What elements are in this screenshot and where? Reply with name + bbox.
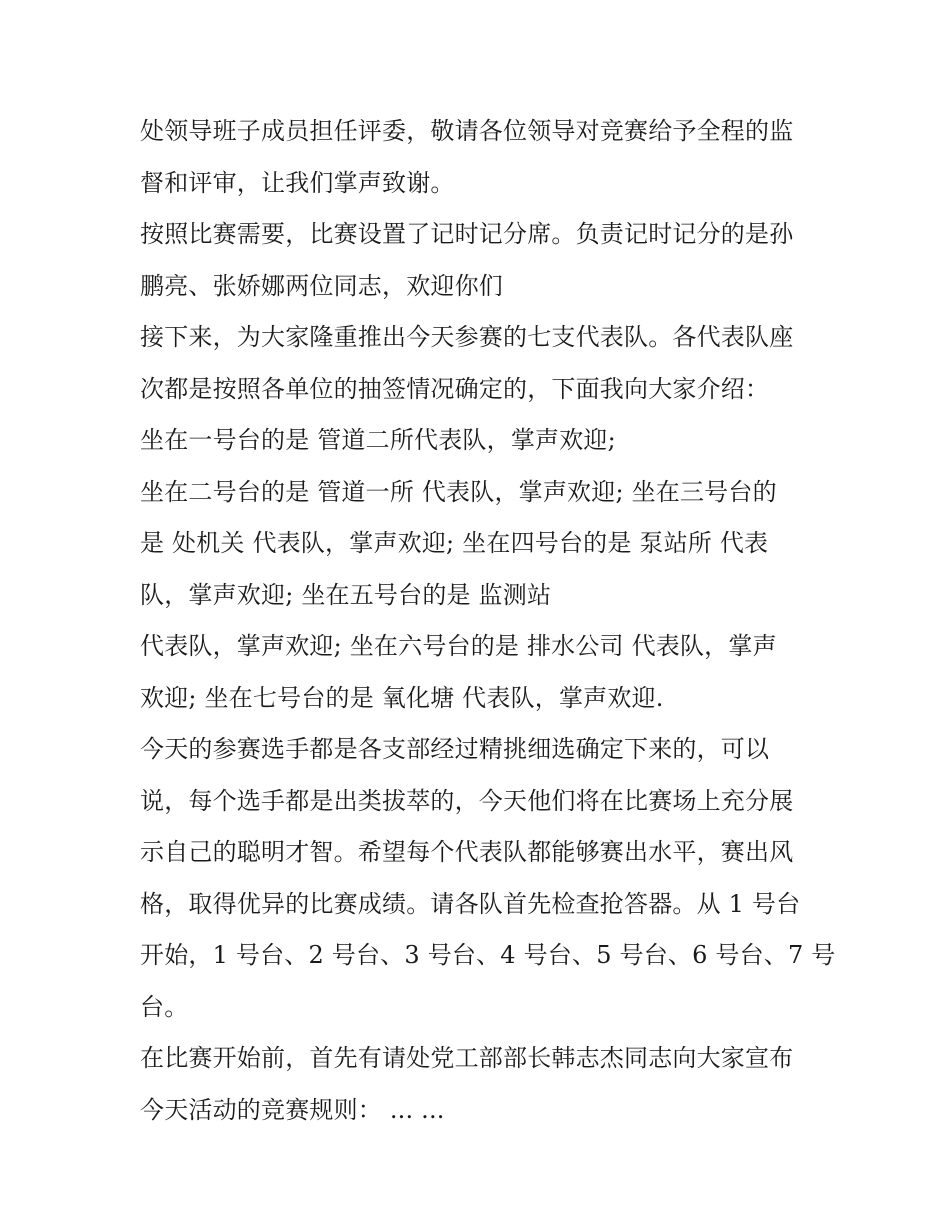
text-line: 按照比赛需要，比赛设置了记时记分席。负责记时记分的是孙 — [140, 220, 794, 248]
text-line: 说，每个选手都是出类拔萃的，今天他们将在比赛场上充分展 — [140, 786, 794, 815]
text-line: 在比赛开始前，首先有请处党工部部长韩志杰同志向大家宣布 — [140, 1044, 794, 1072]
text-line: 队，掌声欢迎; 坐在五号台的是 监测站 — [140, 580, 552, 609]
text-line: 示自己的聪明才智。希望每个代表队都能够赛出水平，赛出风 — [140, 838, 794, 866]
text-line: 坐在一号台的是 管道二所代表队，掌声欢迎; — [140, 426, 616, 454]
text-line: 开始，1 号台、2 号台、3 号台、4 号台、5 号台、6 号台、7 号 — [140, 941, 836, 969]
text-line: 是 处机关 代表队，掌声欢迎; 坐在四号台的是 泵站所 代表 — [140, 529, 769, 557]
text-line: 今天的参赛选手都是各支部经过精挑细选确定下来的，可以 — [140, 735, 770, 763]
text-line: 代表队，掌声欢迎; 坐在六号台的是 排水公司 代表队，掌声 — [140, 632, 777, 660]
text-line: 接下来，为大家隆重推出今天参赛的七支代表队。各代表队座 — [140, 323, 794, 351]
text-line: 欢迎; 坐在七号台的是 氧化塘 代表队，掌声欢迎. — [140, 683, 664, 712]
text-line: 台。 — [140, 992, 189, 1021]
text-line: 鹏亮、张娇娜两位同志，欢迎你们 — [140, 271, 503, 300]
text-line: 次都是按照各单位的抽签情况确定的，下面我向大家介绍： — [140, 374, 770, 403]
text-line: 处领导班子成员担任评委，敬请各位领导对竞赛给予全程的监 — [140, 117, 794, 145]
text-line: 今天活动的竞赛规则： ... ... — [140, 1095, 445, 1124]
document-body — [140, 106, 836, 1136]
text-line: 格，取得优异的比赛成绩。请各队首先检查抢答器。从 1 号台 — [140, 889, 801, 918]
text-line: 坐在二号台的是 管道一所 代表队，掌声欢迎; 坐在三号台的 — [140, 477, 777, 506]
text-line: 督和评审，让我们掌声致谢。 — [140, 168, 455, 197]
